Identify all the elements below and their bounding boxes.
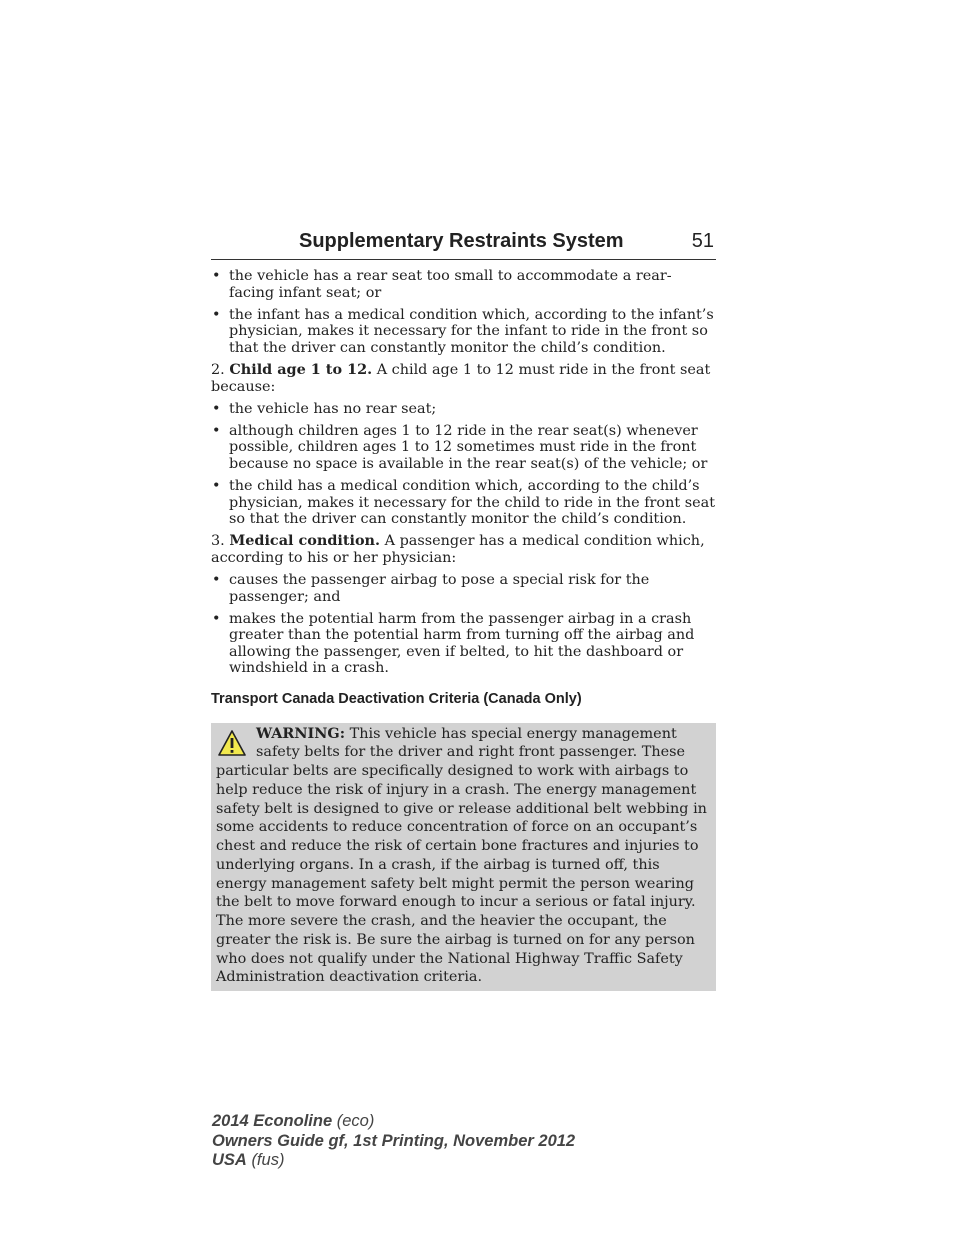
list-item: • causes the passenger airbag to pose a special risk for the passenger; and bbox=[212, 572, 650, 605]
warning-box bbox=[211, 723, 716, 992]
page-header bbox=[211, 229, 716, 260]
list-item: • although children ages 1 to 12 ride in the rear seat(s) whenever possible, children ages 1 to 12 sometimes must ride in the front because no space is available in the rear seat(s) of the vehicle; or bbox=[212, 422, 708, 472]
bullet-dot: • bbox=[212, 478, 221, 495]
list-item: • the child has a medical condition which, according to the child’s physician, makes it necessary for the child to ride in the front seat so that the driver can constantly monitor the child’s condition. bbox=[212, 478, 715, 528]
item-heading: Child age 1 to 12. bbox=[229, 360, 373, 378]
item-heading: Medical condition. bbox=[229, 532, 381, 550]
list-item: • the vehicle has no rear seat; bbox=[212, 400, 437, 417]
warning-label: WARNING: bbox=[256, 724, 346, 742]
section-heading: Transport Canada Deactivation Criteria (Canada Only) bbox=[211, 691, 582, 708]
page-title: Supplementary Restraints System bbox=[299, 230, 624, 252]
bullet-dot: • bbox=[212, 268, 221, 284]
bullet-dot: • bbox=[212, 306, 221, 323]
list-item: • makes the potential harm from the passenger airbag in a crash greater than the potential harm from turning off the airbag and allowing the passenger, even if belted, to hit the dashboard or windshield in a crash. bbox=[212, 610, 695, 677]
numbered-item-2: 2. Child age 1 to 12. A child age 1 to 12 must ride in the front seat because: bbox=[211, 360, 711, 395]
warning-triangle-icon bbox=[218, 729, 246, 757]
bullet-dot: • bbox=[212, 422, 221, 439]
page-footer: 2014 Econoline (eco) Owners Guide gf, 1st Printing, November 2012 USA (fus) bbox=[212, 1112, 576, 1169]
bullet-dot: • bbox=[212, 572, 221, 588]
warning-text: This vehicle has special energy management safety belts for the driver and right front passenger. These particular belts are specifically designed to work with airbags to help reduce the risk of injury in a crash. The energy management safety belt is designed to give or release additional belt webbing in some accidents to reduce concentration of force on an occupant’s chest and reduce the risk of certain bone fractures and injuries to underlying organs. In a crash, if the airbag is turned off, this energy management safety belt might permit the person wearing the belt to move forward enough to incur a serious or fatal injury. The more severe the crash, and the heavier the occupant, the greater the risk is. Be sure the airbag is turned on for any person who does not qualify under the National Highway Traffic Safety Administration deactivation criteria. bbox=[216, 725, 707, 986]
numbered-item-3: 3. Medical condition. A passenger has a medical condition which, according to his or her physician: bbox=[211, 532, 705, 566]
page-content bbox=[211, 268, 716, 991]
list-item: • the infant has a medical condition which, according to the infant’s physician, makes it necessary for the infant to ride in the front so that the driver can constantly monitor the child’s condition. bbox=[212, 306, 714, 356]
bullet-dot: • bbox=[212, 400, 221, 417]
list-item: • the vehicle has a rear seat too small to accommodate a rear-facing infant seat; or bbox=[212, 268, 672, 301]
page-number: 51 bbox=[691, 230, 714, 252]
bullet-dot: • bbox=[212, 610, 221, 627]
